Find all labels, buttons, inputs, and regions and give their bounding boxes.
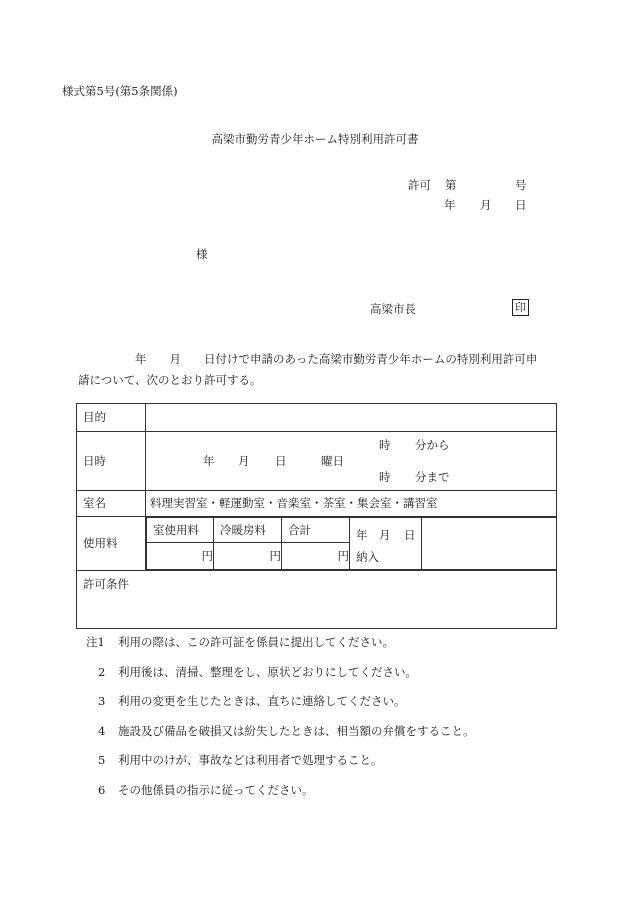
note-text: 利用後は、清掃、整理をし、原状どおりにしてください。 (118, 664, 417, 679)
aircon-fee-label: 冷暖房料 (214, 518, 282, 543)
permit-go: 号 (515, 178, 527, 192)
fee-row (77, 517, 557, 571)
note-item (76, 665, 576, 695)
issue-month: 月 (480, 198, 492, 212)
pay-label: 納入 (356, 550, 379, 564)
pay-month: 月 (379, 528, 391, 542)
dt-day: 日 (275, 454, 287, 468)
purpose-row (77, 404, 557, 432)
document-title: 高梁市勤労青少年ホーム特別利用許可書 (211, 132, 419, 146)
addressee-honorific: 様 (196, 247, 208, 261)
statement-line-1: 年 月 日付けで申請のあった高梁市勤労青少年ホームの特別利用許可申 (135, 352, 538, 366)
dt-until: 分まで (415, 470, 450, 484)
permit-dai: 第 (445, 178, 457, 192)
note-number: 注1 (86, 635, 105, 649)
room-row (77, 491, 557, 517)
note-text: 施設及び備品を破損又は紛失したときは、相当額の弁償をすること。 (118, 723, 475, 738)
note-number: 4 (98, 723, 106, 738)
purpose-label: 目的 (77, 404, 146, 432)
dt-hour-start: 時 (379, 438, 391, 452)
datetime-value (146, 432, 557, 491)
note-text: 利用の変更を生じたときは、直ちに連絡してください。 (118, 694, 406, 708)
note-text: 利用中のけが、事故などは利用者で処理すること。 (118, 753, 383, 767)
note-number: 2 (98, 664, 106, 679)
room-fee-yen: 円 (147, 543, 214, 570)
permit-details-table (76, 403, 557, 629)
datetime-row (77, 432, 557, 491)
issue-year: 年 (444, 198, 456, 212)
dt-year: 年 (203, 454, 215, 468)
dt-weekday: 曜日 (321, 454, 344, 468)
purpose-value (146, 404, 557, 432)
room-label: 室名 (77, 491, 146, 517)
issuer-title: 高梁市長 (370, 302, 416, 316)
pay-year: 年 (356, 528, 368, 542)
seal-mark: 印 (512, 299, 529, 316)
note-item (76, 635, 576, 665)
note-item (76, 694, 576, 724)
dt-from: 分から (415, 438, 450, 452)
fee-subtable (146, 517, 556, 570)
total-yen: 円 (282, 543, 350, 570)
conditions-label: 許可条件 (77, 571, 557, 629)
note-number: 5 (98, 753, 106, 767)
payment-date-cell (350, 518, 422, 570)
permit-label: 許可 (408, 178, 431, 192)
pay-day: 日 (404, 528, 416, 542)
note-text: その他係員の指示に従ってください。 (118, 782, 314, 797)
conditions-row (77, 571, 557, 629)
datetime-label: 日時 (77, 432, 146, 491)
note-item (76, 724, 576, 754)
room-fee-label: 室使用料 (147, 518, 214, 543)
note-number: 6 (98, 782, 106, 797)
note-item (76, 753, 576, 783)
note-text: 利用の際は、この許可証を係員に提出してください。 (118, 635, 394, 649)
issue-day: 日 (515, 198, 527, 212)
statement-line-2: 請について、次のとおり許可する。 (78, 373, 262, 387)
dt-hour-end: 時 (379, 470, 391, 484)
fee-details (146, 517, 557, 571)
form-number-label: 様式第5号(第5条関係) (62, 84, 178, 98)
note-item (76, 783, 576, 813)
note-number: 3 (98, 694, 106, 708)
permit-statement (78, 349, 560, 391)
room-list: 料理実習室・軽運動室・音楽室・茶室・集会室・講習室 (146, 491, 557, 517)
aircon-fee-yen: 円 (214, 543, 282, 570)
notes-list (76, 635, 576, 812)
payment-blank (422, 518, 557, 570)
dt-month: 月 (238, 454, 250, 468)
fee-label: 使用料 (77, 517, 146, 571)
total-label: 合計 (282, 518, 350, 543)
